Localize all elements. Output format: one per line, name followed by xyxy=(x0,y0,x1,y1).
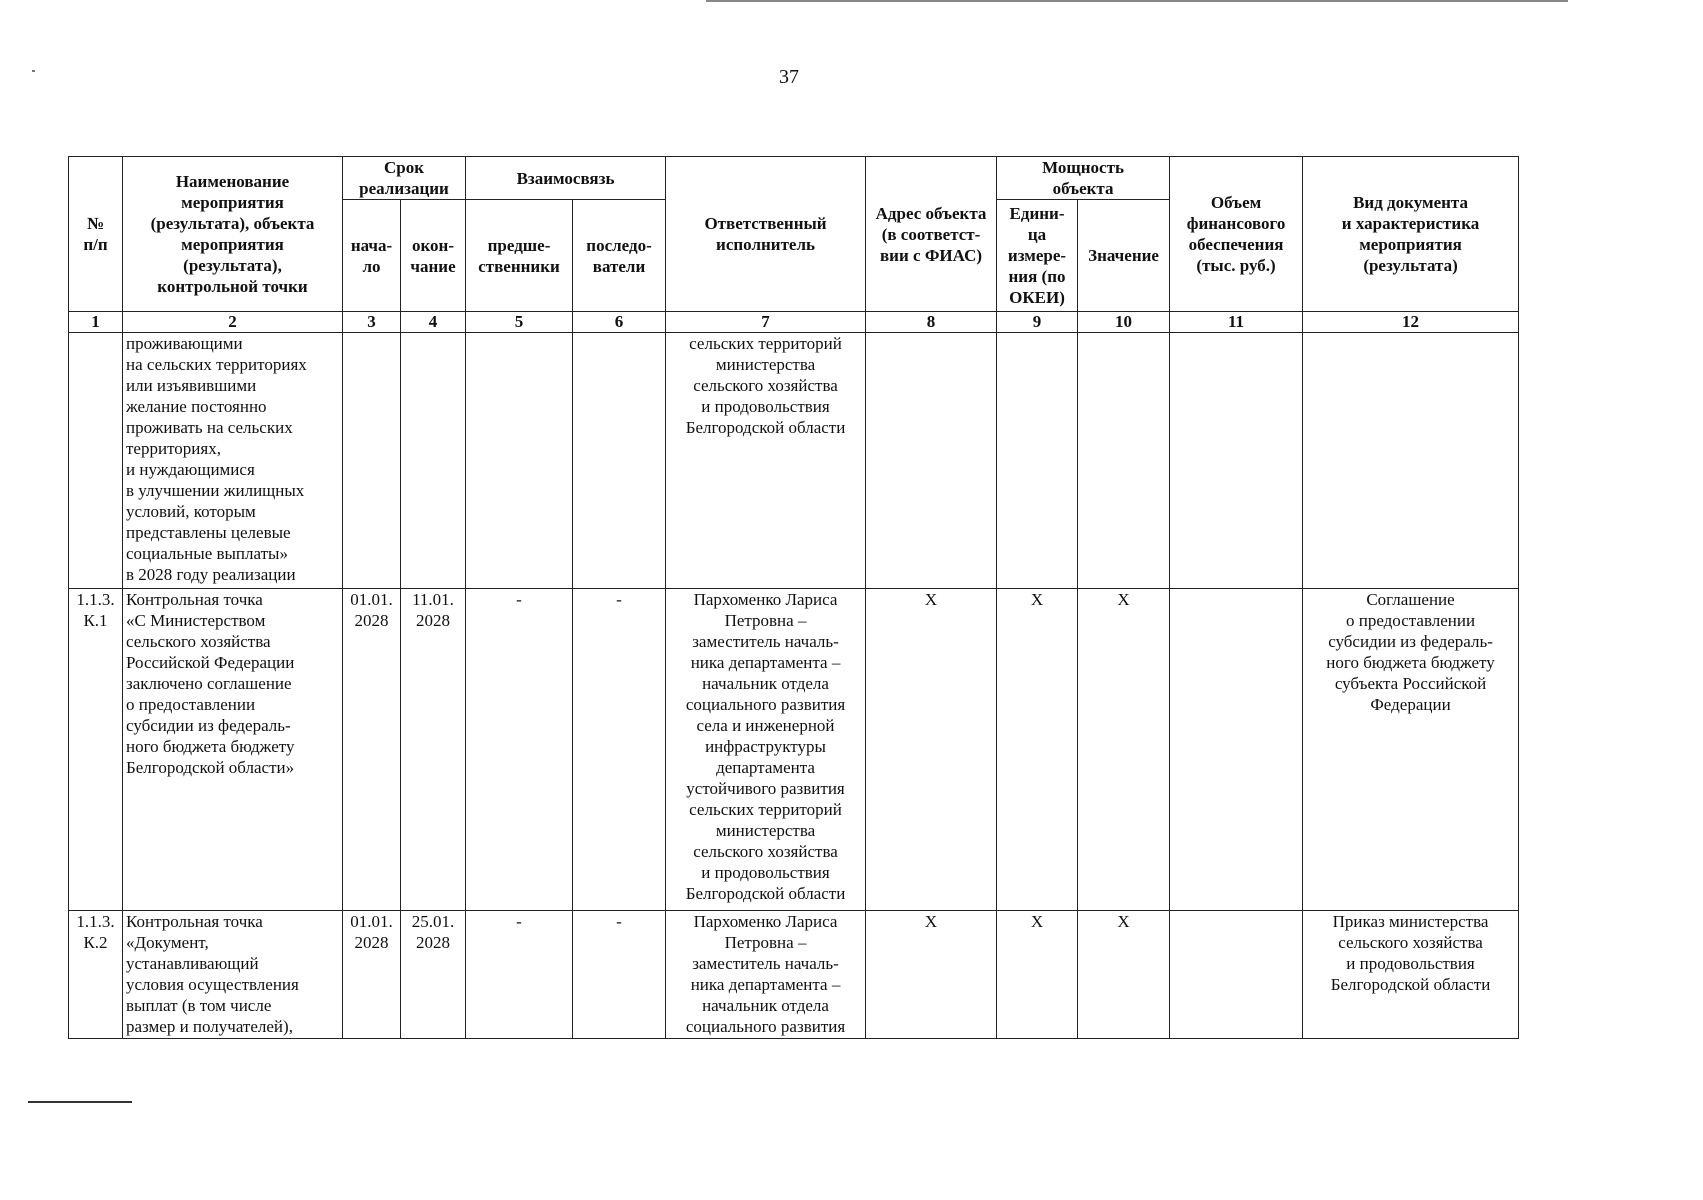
column-number: 3 xyxy=(343,312,401,333)
cell-finance xyxy=(1170,333,1303,589)
cell-prev: - xyxy=(466,589,573,911)
header-link-next: последо- ватели xyxy=(573,200,666,312)
cell-end xyxy=(401,333,466,589)
column-number: 11 xyxy=(1170,312,1303,333)
header-num: № п/п xyxy=(69,157,123,312)
cell-next: - xyxy=(573,911,666,1039)
scan-speck xyxy=(32,70,35,72)
header-term-end: окон- чание xyxy=(401,200,466,312)
cell-address xyxy=(866,333,997,589)
cell-end: 25.01. 2028 xyxy=(401,911,466,1039)
cell-value xyxy=(1078,333,1170,589)
cell-address: X xyxy=(866,911,997,1039)
cell-unit xyxy=(997,333,1078,589)
cell-executor: сельских территорий министерства сельского хозяйства и продовольствия Белгородской области xyxy=(666,333,866,589)
cell-next: - xyxy=(573,589,666,911)
cell-address: X xyxy=(866,589,997,911)
column-number-row xyxy=(69,312,1519,333)
column-number: 5 xyxy=(466,312,573,333)
page-number: 37 xyxy=(779,66,799,88)
header-executor: Ответственный исполнитель xyxy=(666,157,866,312)
cell-next xyxy=(573,333,666,589)
cell-unit: X xyxy=(997,589,1078,911)
table-row xyxy=(69,911,1519,1039)
column-number: 8 xyxy=(866,312,997,333)
column-number: 2 xyxy=(123,312,343,333)
cell-executor: Пархоменко Лариса Петровна – заместитель началь- ника департамента – начальник отдела социального развития села и инженерной инфраструктуры департамента устойчивого развития сельских территорий министерства сельского хозяйства и продовольствия Белгородской области xyxy=(666,589,866,911)
column-number: 1 xyxy=(69,312,123,333)
cell-executor: Пархоменко Лариса Петровна – заместитель началь- ника департамента – начальник отдела социального развития xyxy=(666,911,866,1039)
header-term-start: нача- ло xyxy=(343,200,401,312)
column-number: 9 xyxy=(997,312,1078,333)
cell-doc xyxy=(1303,333,1519,589)
header-capacity-unit: Едини- ца измере- ния (по ОКЕИ) xyxy=(997,200,1078,312)
cell-name: проживающими на сельских территориях или изъявившими желание постоянно проживать на сельских территориях, и нуждающимися в улучшении жилищных условий, которым представлены целевые социальные выплаты» в 2028 году реализации xyxy=(123,333,343,589)
header-term: Срок реализации xyxy=(343,157,466,200)
cell-unit: X xyxy=(997,911,1078,1039)
table-row xyxy=(69,589,1519,911)
cell-start: 01.01. 2028 xyxy=(343,589,401,911)
header-link-prev: предше- ственники xyxy=(466,200,573,312)
cell-prev: - xyxy=(466,911,573,1039)
cell-start: 01.01. 2028 xyxy=(343,911,401,1039)
cell-name: Контрольная точка «С Министерством сельского хозяйства Российской Федерации заключено соглашение о предоставлении субсидии из федераль- ного бюджета бюджету Белгородской области» xyxy=(123,589,343,911)
column-number: 6 xyxy=(573,312,666,333)
header-capacity-value: Значение xyxy=(1078,200,1170,312)
column-number: 7 xyxy=(666,312,866,333)
cell-value: X xyxy=(1078,911,1170,1039)
cell-name: Контрольная точка «Документ, устанавливающий условия осуществления выплат (в том числе размер и получателей), xyxy=(123,911,343,1039)
column-number: 4 xyxy=(401,312,466,333)
table-row xyxy=(69,333,1519,589)
measures-table xyxy=(68,156,1519,1039)
header-link: Взаимосвязь xyxy=(466,157,666,200)
cell-doc: Соглашение о предоставлении субсидии из федераль- ного бюджета бюджету субъекта Российской Федерации xyxy=(1303,589,1519,911)
cell-finance xyxy=(1170,911,1303,1039)
cell-num: 1.1.3. К.1 xyxy=(69,589,123,911)
cell-end: 11.01. 2028 xyxy=(401,589,466,911)
cell-num: 1.1.3. К.2 xyxy=(69,911,123,1039)
header-doc: Вид документа и характеристика мероприятия (результата) xyxy=(1303,157,1519,312)
header-finance: Объем финансового обеспечения (тыс. руб.) xyxy=(1170,157,1303,312)
header-address: Адрес объекта (в соответст- вии с ФИАС) xyxy=(866,157,997,312)
cell-num xyxy=(69,333,123,589)
column-number: 10 xyxy=(1078,312,1170,333)
header-capacity: Мощность объекта xyxy=(997,157,1170,200)
cell-doc: Приказ министерства сельского хозяйства и продовольствия Белгородской области xyxy=(1303,911,1519,1039)
scan-edge-line-top xyxy=(706,0,1568,2)
cell-value: X xyxy=(1078,589,1170,911)
column-number: 12 xyxy=(1303,312,1519,333)
cell-start xyxy=(343,333,401,589)
cell-finance xyxy=(1170,589,1303,911)
scan-edge-line-bottom xyxy=(28,1101,132,1103)
cell-prev xyxy=(466,333,573,589)
header-name: Наименование мероприятия (результата), объекта мероприятия (результата), контрольной точки xyxy=(123,157,343,312)
